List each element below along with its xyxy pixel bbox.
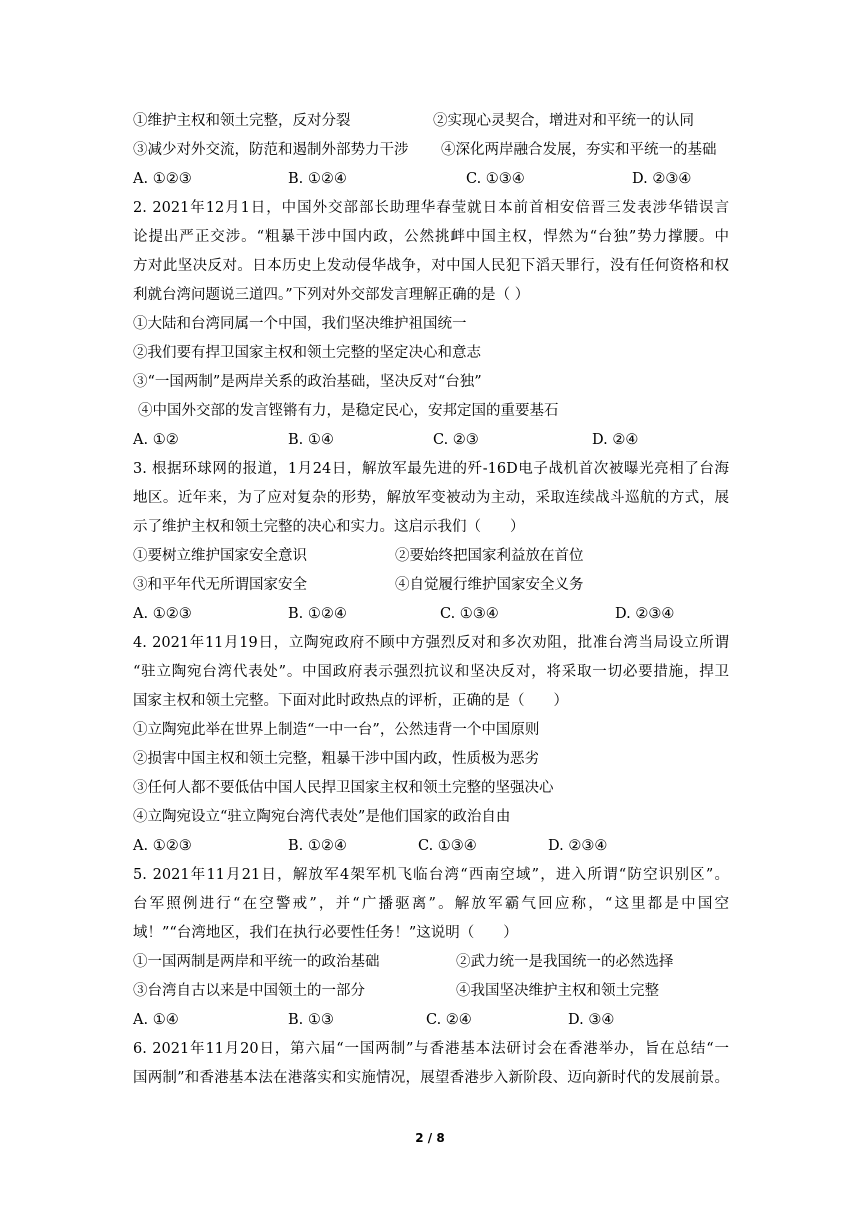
text-segment: ①大陆和台湾同属一个中国，我们坚决维护祖国统一 (133, 316, 467, 332)
text-segment: ③台湾自古以来是中国领土的一部分 (133, 983, 365, 999)
text-segment: ①立陶宛此举在世界上制造“一中一台”，公然违背一个中国原则 (133, 722, 540, 738)
text-segment: ④深化两岸融合发展，夯实和平统一的基础 (441, 142, 717, 158)
text-segment: B. ①④ (288, 432, 334, 448)
text-line: 5. 2021年11月21日，解放军4架军机飞临台湾“西南空域”，进入所谓“防空识别区”。 (133, 867, 729, 883)
text-segment: D. ②③④ (632, 171, 692, 187)
text-segment: 国家主权和领土完整。下面对此时政热点的评析，正确的是（ ） (133, 693, 568, 709)
text-line: 4. 2021年11月19日，立陶宛政府不顾中方强烈反对和多次劝阻，批准台湾当局设立所谓 (133, 635, 729, 651)
text-segment: 利就台湾问题说三道四。”下列对外交部发言理解正确的是（ ） (133, 287, 530, 303)
text-segment: A. ①②③ (133, 838, 192, 854)
page-number: 2 / 8 (415, 1131, 445, 1145)
text-line: 2. 2021年12月1日，中国外交部部长助理华春莹就日本前首相安倍晋三发表涉华错误言 (133, 200, 729, 216)
text-segment: A. ①②③ (133, 606, 192, 622)
text-segment: C. ②③ (433, 432, 479, 448)
text-segment: C. ①③④ (418, 838, 477, 854)
text-segment: C. ①③④ (440, 606, 499, 622)
text-segment: ②我们要有捍卫国家主权和领土完整的坚定决心和意志 (133, 345, 481, 361)
text-segment: ①维护主权和领土完整，反对分裂 (133, 113, 351, 129)
text-segment: C. ②④ (426, 1012, 472, 1028)
text-line: 3. 根据环球网的报道，1月24日，解放军最先进的歼-16D电子战机首次被曝光亮相了台海 (133, 461, 729, 477)
text-segment: 域！”“台湾地区，我们在执行必要性任务！”这说明（ ） (133, 925, 518, 941)
text-segment: ④自觉履行维护国家安全义务 (395, 577, 584, 593)
text-segment: ①要树立维护国家安全意识 (133, 548, 307, 564)
text-line: 地区。近年来，为了应对复杂的形势，解放军变被动为主动，采取连续战斗巡航的方式，展 (133, 490, 729, 506)
text-segment: A. ①② (133, 432, 179, 448)
text-line: 国两制”和香港基本法在港落实和实施情况，展望香港步入新阶段、迈向新时代的发展前景。 (133, 1070, 729, 1086)
text-segment: D. ②③④ (615, 606, 675, 622)
text-segment: B. ①②④ (288, 171, 347, 187)
text-segment: A. ①②③ (133, 171, 192, 187)
text-segment: A. ①④ (133, 1012, 179, 1028)
text-segment: 示了维护主权和领土完整的决心和实力。这启示我们（ ） (133, 519, 525, 535)
text-segment: D. ②④ (592, 432, 639, 448)
text-segment: ③任何人都不要低估中国人民捍卫国家主权和领土完整的坚强决心 (133, 780, 554, 796)
text-segment: ②实现心灵契合，增进对和平统一的认同 (433, 113, 694, 129)
text-segment: ③“一国两制”是两岸关系的政治基础，坚决反对“台独” (133, 374, 482, 390)
text-segment: D. ③④ (568, 1012, 615, 1028)
text-segment: ④我国坚决维护主权和领土完整 (456, 983, 659, 999)
text-segment: ③减少对外交流，防范和遏制外部势力干涉 (133, 142, 409, 158)
text-segment: ④立陶宛设立“驻立陶宛台湾代表处”是他们国家的政治自由 (133, 809, 511, 825)
text-segment: ①一国两制是两岸和平统一的政治基础 (133, 954, 380, 970)
text-line: 论提出严正交涉。“粗暴干涉中国内政，公然挑衅中国主权，悍然为“台独”势力撑腰。中 (133, 229, 729, 245)
text-segment: B. ①②④ (288, 606, 347, 622)
text-line: “驻立陶宛台湾代表处”。中国政府表示强烈抗议和坚决反对，将采取一切必要措施，捍卫 (133, 664, 729, 680)
text-segment: ③和平年代无所谓国家安全 (133, 577, 307, 593)
text-line: 台军照例进行“在空警戒”，并“广播驱离”。解放军霸气回应称，“这里都是中国空 (133, 896, 729, 912)
text-segment: B. ①③ (288, 1012, 334, 1028)
text-line: 方对此坚决反对。日本历史上发动侵华战争，对中国人民犯下滔天罪行，没有任何资格和权 (133, 258, 729, 274)
text-segment: ②武力统一是我国统一的必然选择 (456, 954, 674, 970)
text-segment: ②损害中国主权和领土完整，粗暴干涉中国内政，性质极为恶劣 (133, 751, 539, 767)
text-segment: ②要始终把国家利益放在首位 (395, 548, 584, 564)
text-line: 6. 2021年11月20日，第六届“一国两制”与香港基本法研讨会在香港举办，旨在总结“一 (133, 1041, 729, 1057)
text-segment: C. ①③④ (466, 171, 525, 187)
text-segment: ④中国外交部的发言铿锵有力，是稳定民心，安邦定国的重要基石 (138, 403, 559, 419)
text-segment: B. ①②④ (288, 838, 347, 854)
text-segment: D. ②③④ (548, 838, 608, 854)
